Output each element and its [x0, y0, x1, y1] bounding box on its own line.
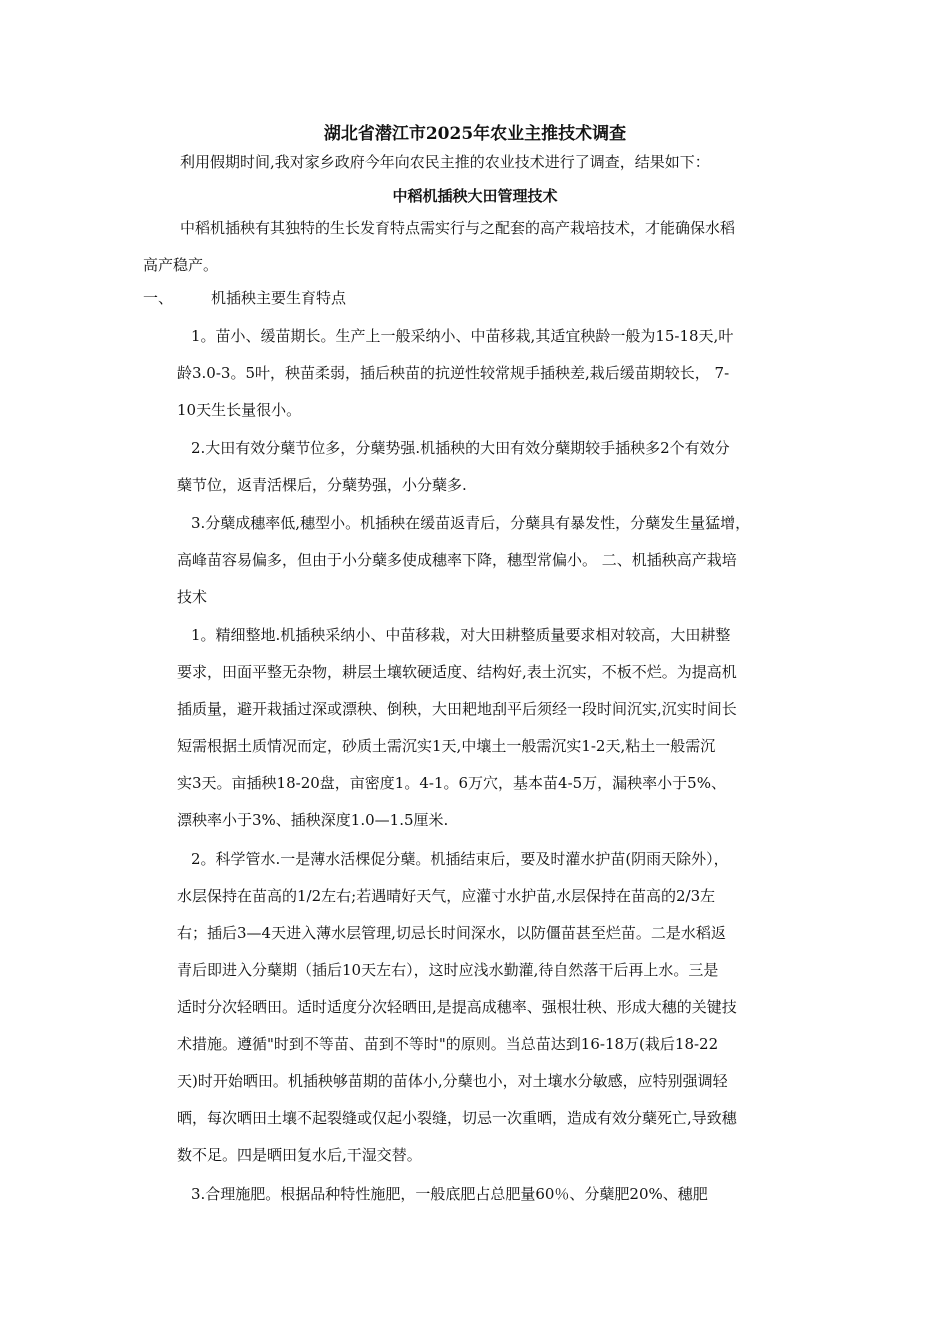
text-line: 数不足。四是晒田复水后,干湿交替。 [177, 1146, 422, 1164]
text-line: 晒，每次晒田土壤不起裂缝或仅起小裂缝，切忌一次重晒，造成有效分蘖死亡,导致穗 [177, 1109, 737, 1127]
paragraph-1 [177, 318, 733, 429]
text-line: 适时分次轻晒田。适时适度分次轻晒田,是提高成穗率、强根壮秧、形成大穗的关键技 [177, 998, 737, 1016]
text-line: 高产稳产。 [143, 256, 219, 274]
paragraph-6 [177, 1176, 708, 1213]
text-line: 蘖节位，返青活棵后，分蘖势强，小分蘖多. [177, 476, 467, 494]
text-line: 高峰苗容易偏多，但由于小分蘖多使成穗率下降，穗型常偏小。 二、机插秧高产栽培 [177, 551, 737, 569]
heading-level1 [143, 286, 346, 310]
text-line: 术措施。遵循"时到不等苗、苗到不等时"的原则。当总苗达到16-18万(栽后18-22 [177, 1035, 719, 1053]
text-line: 插质量，避开栽插过深或漂秧、倒秧，大田耙地刮平后须经一段时间沉实,沉实时间长 [177, 700, 737, 718]
text-line: 水层保持在苗高的1/2左右;若遇晴好天气，应灌寸水护苗,水层保持在苗高的2/3左 [177, 887, 716, 905]
heading-text: 机插秧主要生育特点 [211, 289, 347, 307]
text-line: 实3天。亩插秧18-20盘，亩密度1。4-1。6万穴，基本苗4-5万，漏秧率小于5%、 [177, 774, 726, 792]
paragraph-intro [143, 210, 736, 284]
text-line: 中稻机插秧有其独特的生长发育特点需实行与之配套的高产栽培技术，才能确保水稻 [180, 219, 736, 237]
text-line: 3.合理施肥。根据品种特性施肥，一般底肥占总肥量60％、分蘖肥20%、穗肥 [191, 1185, 708, 1203]
text-line: 漂秧率小于3%、插秧深度1.0—1.5厘米. [177, 811, 449, 829]
document-title: 湖北省潜江市2025年农业主推技术调查 [323, 124, 627, 144]
text-line: 1。苗小、缓苗期长。生产上一般采纳小、中苗移栽,其适宜秧龄一般为15-18天,叶 [191, 327, 734, 345]
text-line: 要求，田面平整无杂物，耕层土壤软硬适度、结构好,表土沉实，不板不烂。为提高机 [177, 663, 737, 681]
heading-number: 一、 [143, 289, 174, 307]
text-line: 1。精细整地.机插秧采纳小、中苗移栽，对大田耕整质量要求相对较高，大田耕整 [191, 626, 731, 644]
text-line: 2.大田有效分蘖节位多，分蘖势强.机插秧的大田有效分蘖期较手插秧多2个有效分 [191, 439, 730, 457]
text-line: 短需根据土质情况而定，砂质土需沉实1天,中壤土一般需沉实1-2天,粘土一般需沉 [177, 737, 716, 755]
paragraph-5 [177, 841, 737, 1174]
text-line: 右；插后3—4天进入薄水层管理,切忌长时间深水，以防僵苗甚至烂苗。二是水稻返 [177, 924, 726, 942]
text-line: 青后即进入分蘖期（插后10天左右），这时应浅水勤灌,待自然落干后再上水。三是 [177, 961, 719, 979]
paragraph-2 [177, 430, 730, 504]
paragraph-4 [177, 617, 737, 839]
paragraph-3 [177, 505, 750, 616]
text-line: 技术 [177, 588, 208, 606]
text-line: 3.分蘖成穗率低,穗型小。机插秧在缓苗返青后，分蘖具有暴发性，分蘖发生量猛增， [191, 514, 751, 532]
section-title: 中稻机插秧大田管理技术 [392, 187, 558, 205]
text-line: 2。科学管水.一是薄水活棵促分蘖。机插结束后，要及时灌水护苗(阴雨天除外）， [191, 850, 729, 868]
text-line: 龄3.0-3。5叶，秧苗柔弱，插后秧苗的抗逆性较常规手插秧差,栽后缓苗期较长， 7- [177, 364, 730, 382]
intro-line: 利用假期时间,我对家乡政府今年向农民主推的农业技术进行了调查，结果如下： [180, 153, 710, 171]
text-line: 天)时开始晒田。机插秧够苗期的苗体小,分蘖也小，对土壤水分敏感，应特别强调轻 [177, 1072, 728, 1090]
text-line: 10天生长量很小。 [177, 401, 302, 419]
